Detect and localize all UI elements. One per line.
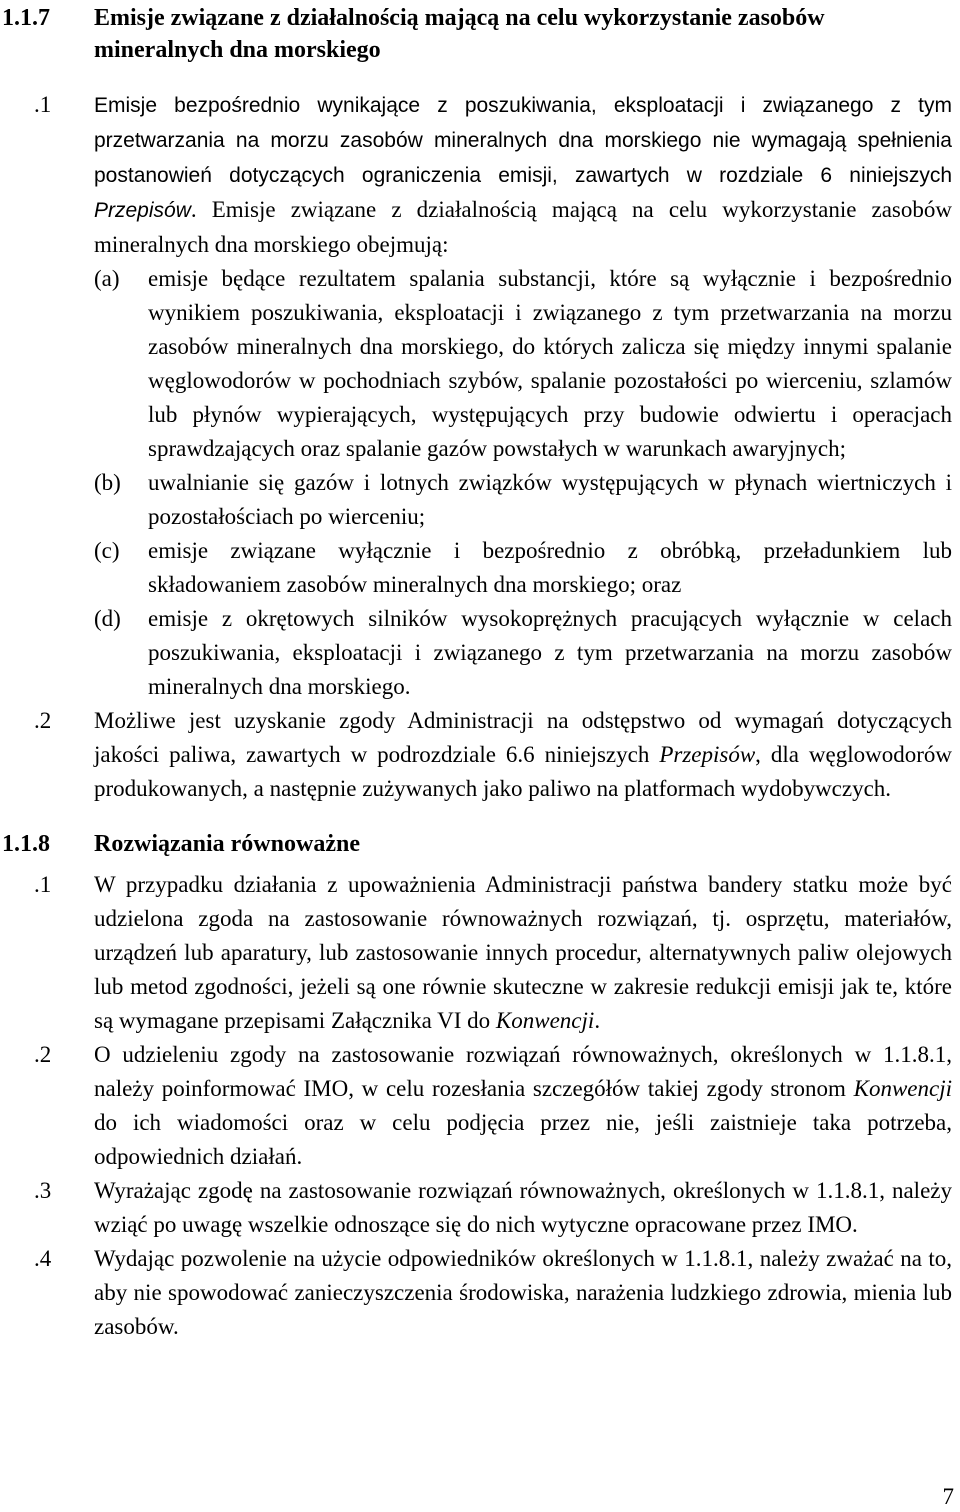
paragraph-number: .3: [34, 1178, 52, 1203]
italic-term: Konwencji: [853, 1076, 952, 1101]
paragraph-text: W przypadku działania z upoważnienia Administracji państwa bandery statku może być udzielona zgoda na zastosowanie równoważnych rozwiązań, tj. osprzętu, materiałów, urządzeń lub aparatury, lub zastosowanie innych procedur, alternatywnych paliw olejowych lub metod zgodności, jeżeli są one równie skuteczne w zakresie redukcji emisji jak te, które są wymagane przepisami Załącznika VI do: [94, 872, 952, 1033]
list-item-text: emisje związane wyłącznie i bezpośrednio z obróbką, przeładunkiem lub składowaniem zasobów mineralnych dna morskiego; oraz: [148, 538, 952, 597]
paragraph-text: Możliwe jest uzyskanie zgody Administracji na odstępstwo od wymagań dotyczących jakości paliwa, zawartych w podrozdziale 6.6 niniejszych: [94, 708, 952, 767]
paragraph-1-1-8-4: [2, 1242, 952, 1344]
paragraph-1-1-7-2: [2, 704, 952, 806]
paragraph-1-1-8-2: [2, 1038, 952, 1174]
section-number: 1.1.8: [2, 831, 50, 857]
section-heading-1-1-8: [2, 828, 952, 860]
section-heading-1-1-7: [2, 2, 952, 66]
paragraph-body: [94, 1038, 952, 1174]
paragraph-text: Wydając pozwolenie na użycie odpowiedników określonych w 1.1.8.1, należy zważać na to, aby nie spowodować zanieczyszczenia środowiska, narażenia ludzkiego zdrowia, mienia lub zasobów.: [94, 1246, 952, 1339]
paragraph-text: , dla węglowodorów produkowanych, a następnie zużywanych jako paliwo na platformach wydobywczych.: [94, 742, 953, 801]
list-item-label: (d): [94, 606, 121, 631]
paragraph-number: .2: [34, 1042, 52, 1067]
paragraph-1-1-8-3: [2, 1174, 952, 1242]
list-item: [94, 262, 952, 466]
paragraph-body: [94, 704, 952, 806]
italic-term: Przepisów: [94, 199, 191, 222]
paragraph-text: O udzieleniu zgody na zastosowanie rozwiązań równoważnych, określonych w 1.1.8.1, należy poinformować IMO, w celu rozesłania szczegółów takiej zgody stronom: [94, 1042, 952, 1101]
paragraph-text: do ich wiadomości oraz w celu podjęcia przez nie, jeśli zaistnieje taka potrzeba, odpowiednich działań.: [94, 1110, 952, 1169]
paragraph-number: .4: [34, 1246, 52, 1271]
list-item: [94, 466, 952, 534]
list-item-text: emisje z okrętowych silników wysokoprężnych pracujących wyłącznie w celach poszukiwania, eksploatacji i związanego z tym przetwarzania na morzu zasobów mineralnych dna morskiego.: [148, 606, 952, 699]
paragraph-text: Wyrażając zgodę na zastosowanie rozwiązań równoważnych, określonych w 1.1.8.1, należy wziąć po uwagę wszelkie odnoszące się do nich wytyczne opracowane przez IMO.: [94, 1178, 952, 1237]
paragraph-text: .: [594, 1008, 601, 1033]
list-item-label: (a): [94, 266, 120, 291]
paragraph-1-1-7-1: [2, 88, 952, 704]
section-title: Emisje związane z działalnością mającą na celu wykorzystanie zasobów mineralnych dna morskiego: [94, 5, 825, 63]
page-number: 7: [942, 1484, 954, 1509]
paragraph-1-1-8-1: [2, 868, 952, 1038]
list-item-text: emisje będące rezultatem spalania substancji, które są wyłącznie i bezpośrednio wynikiem poszukiwania, eksploatacji i związanego z tym przetwarzania na morzu zasobów mineralnych dna morskiego, do których zalicza się między innymi spalanie węglowodorów w pochodniach szybów, spalanie pozostałości po wierceniu, szlamów lub płynów wypierających, występujących przy budowie odwiertu i operacjach sprawdzających oraz spalanie gazów powstałych w warunkach awaryjnych;: [148, 266, 952, 461]
paragraph-lead-text: Emisje bezpośrednio wynikające z poszukiwania, eksploatacji i związanego z tym przetwarzania na morzu zasobów mineralnych dna morskiego nie wymagają spełnienia postanowień dotyczących ograniczenia emisji, zawartych w rozdziale 6 niniejszych: [94, 94, 952, 187]
paragraph-number: .2: [34, 708, 52, 733]
list-item-label: (c): [94, 538, 120, 563]
list-item-label: (b): [94, 470, 121, 495]
list-item: [94, 534, 952, 602]
paragraph-number: .1: [34, 92, 52, 117]
section-number: 1.1.7: [2, 5, 50, 31]
list-item-text: uwalnianie się gazów i lotnych związków występujących w płynach wiertniczych i pozostałościach po wierceniu;: [148, 470, 952, 529]
paragraph-body: [94, 88, 952, 704]
paragraph-body: [94, 868, 952, 1038]
italic-term: Przepisów: [659, 742, 756, 767]
list-item: [94, 602, 952, 704]
italic-term: Konwencji: [495, 1008, 595, 1033]
section-title: Rozwiązania równoważne: [94, 831, 360, 857]
paragraph-number: .1: [34, 872, 52, 897]
paragraph-text: . Emisje związane z działalnością mającą na celu wykorzystanie zasobów mineralnych dna morskiego obejmują:: [94, 197, 952, 257]
